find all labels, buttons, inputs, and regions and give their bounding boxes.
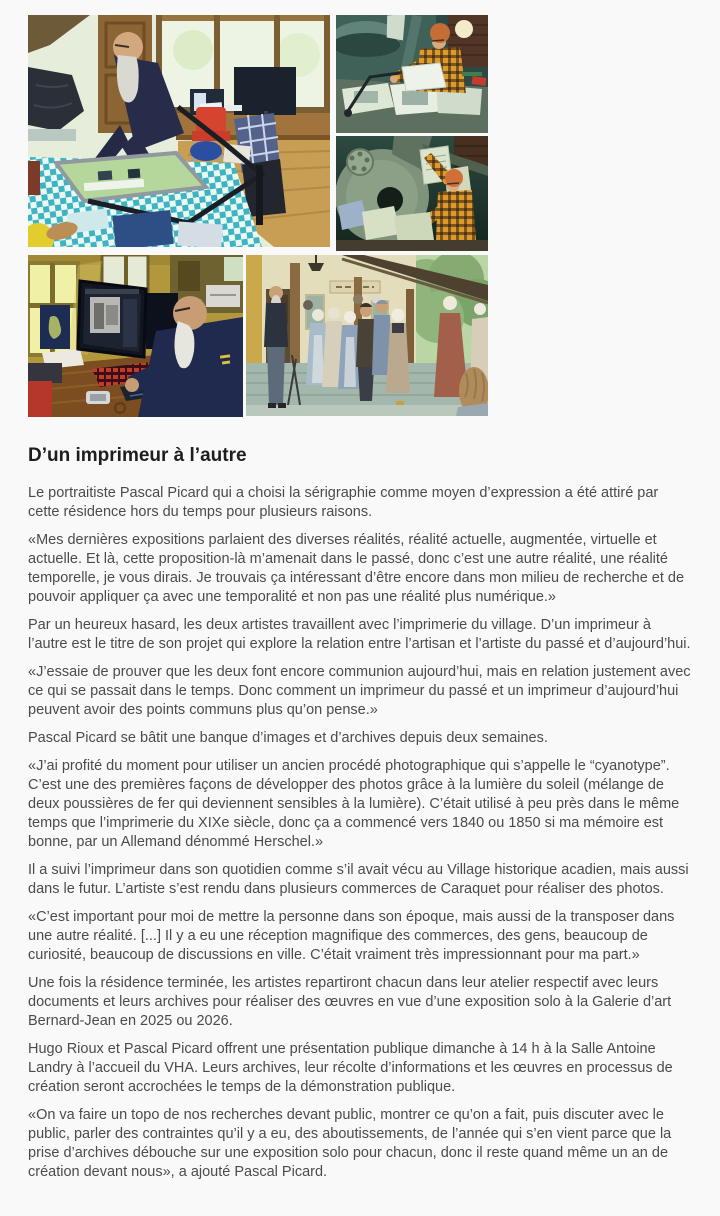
photo-press-wheel (336, 136, 488, 251)
photo-press-desk-image (336, 15, 488, 133)
photo-collage (28, 15, 488, 417)
photo-serigraphy-workshop (28, 15, 330, 251)
photo-crowd-villagers-image (246, 255, 488, 416)
paragraph-quote-topo: «On va faire un topo de nos recherches devant public, montrer ce qu’on a fait, puis discuter avec le public, parler des contraintes qu’il y a eu, des aboutissements, de l’année qui s’en vient parce que la prise d’archives débouche sur une exposition solo pour chacun, donc il reste quand même un an de création devant nous», a ajouté Pascal Picard. (28, 1107, 672, 1180)
photo-computer-desk-image (28, 255, 243, 417)
paragraph-quote-realites: «Mes dernières expositions parlaient des diverses réalités, réalité actuelle, augmentée, virtuelle et actuelle. Et là, cette proposition-là m’amenait dans le passé, donc c’est une autre réalité, une réalité temporelle, je vous dirais. Je trouvais ça intéressant d’être encore dans mon milieu de recherche et de pouvoir appliquer ça avec une temporalité et non pas une réalité plus numérique.» (28, 532, 685, 605)
article-title: D’un imprimeur à l’autre (28, 445, 247, 466)
photo-crowd-villagers (246, 255, 488, 417)
article-body (28, 484, 692, 1182)
paragraph-intro: Le portraitiste Pascal Picard qui a choisi la sérigraphie comme moyen d’expression a été attiré par cette résidence hors du temps pour plusieurs raisons. (28, 485, 659, 520)
paragraph-quote-cyanotype: «J’ai profité du moment pour utiliser un ancien procédé photographique qui s’appelle le “cyanotype”. C’est une des premières façons de développer des photos grâce à la lumière du soleil (mélange de deux poussières de fer qui deviennent sensibles à la lumière). C’était utilisé à peu près dans le même temps que l’imprimerie du XIXe siècle, donc ça a commencé vers 1840 ou 1850 si ma mémoire est bonne, par un Allemand dénommé Herschel.» (28, 758, 680, 850)
paragraph-presentation-publique: Hugo Rioux et Pascal Picard offrent une présentation publique dimanche à 14 h à la Salle Antoine Landry à l’accueil du VHA. Leurs archives, leur récolte d’informations et les œuvres en processus de création seront accrochées le temps de la démonstration publique. (28, 1041, 673, 1095)
paragraph-quote-epoque: «C’est important pour moi de mettre la personne dans son époque, mais aussi de la transposer dans une autre réalité. [...] Il y a eu une réception magnifique des commerces, des gens, beaucoup de curiosité, beaucoup de discussions en ville. C’était vraiment très impressionnant pour ma part.» (28, 909, 675, 963)
paragraph-quote-communion: «J’essaie de prouver que les deux font encore communion aujourd’hui, mais en relation justement avec ce qui se passait dans le temps. Donc comment un imprimeur du passé et un imprimeur d’aujourd’hui peuvent avoir des points communs plus qu’on pense.» (28, 664, 691, 718)
photo-computer-desk (28, 255, 243, 417)
paragraph-residence-terminee: Une fois la résidence terminée, les artistes repartiront chacun dans leur atelier respectif avec leurs documents et leurs archives pour réaliser des œuvres en vue d’une exposition solo à la Galerie d’art Bernard-Jean en 2025 ou 2026. (28, 975, 672, 1029)
paragraph-banque-images: Pascal Picard se bâtit une banque d’images et d’archives depuis deux semaines. (28, 730, 548, 746)
photo-serigraphy-workshop-image (28, 15, 330, 247)
photo-press-desk (336, 15, 488, 133)
paragraph-hasard: Par un heureux hasard, les deux artistes travaillent avec l’imprimerie du village. D’un imprimeur à l’autre est le titre de son projet qui explore la relation entre l’artisan et l’artiste du passé et d’aujourd’hui. (28, 617, 691, 652)
photo-press-wheel-image (336, 136, 488, 251)
paragraph-quotidien: Il a suivi l’imprimeur dans son quotidien comme s’il avait vécu au Village historique acadien, mais aussi dans le futur. L’artiste s’est rendu dans plusieurs commerces de Caraquet pour réaliser des photos. (28, 862, 689, 897)
